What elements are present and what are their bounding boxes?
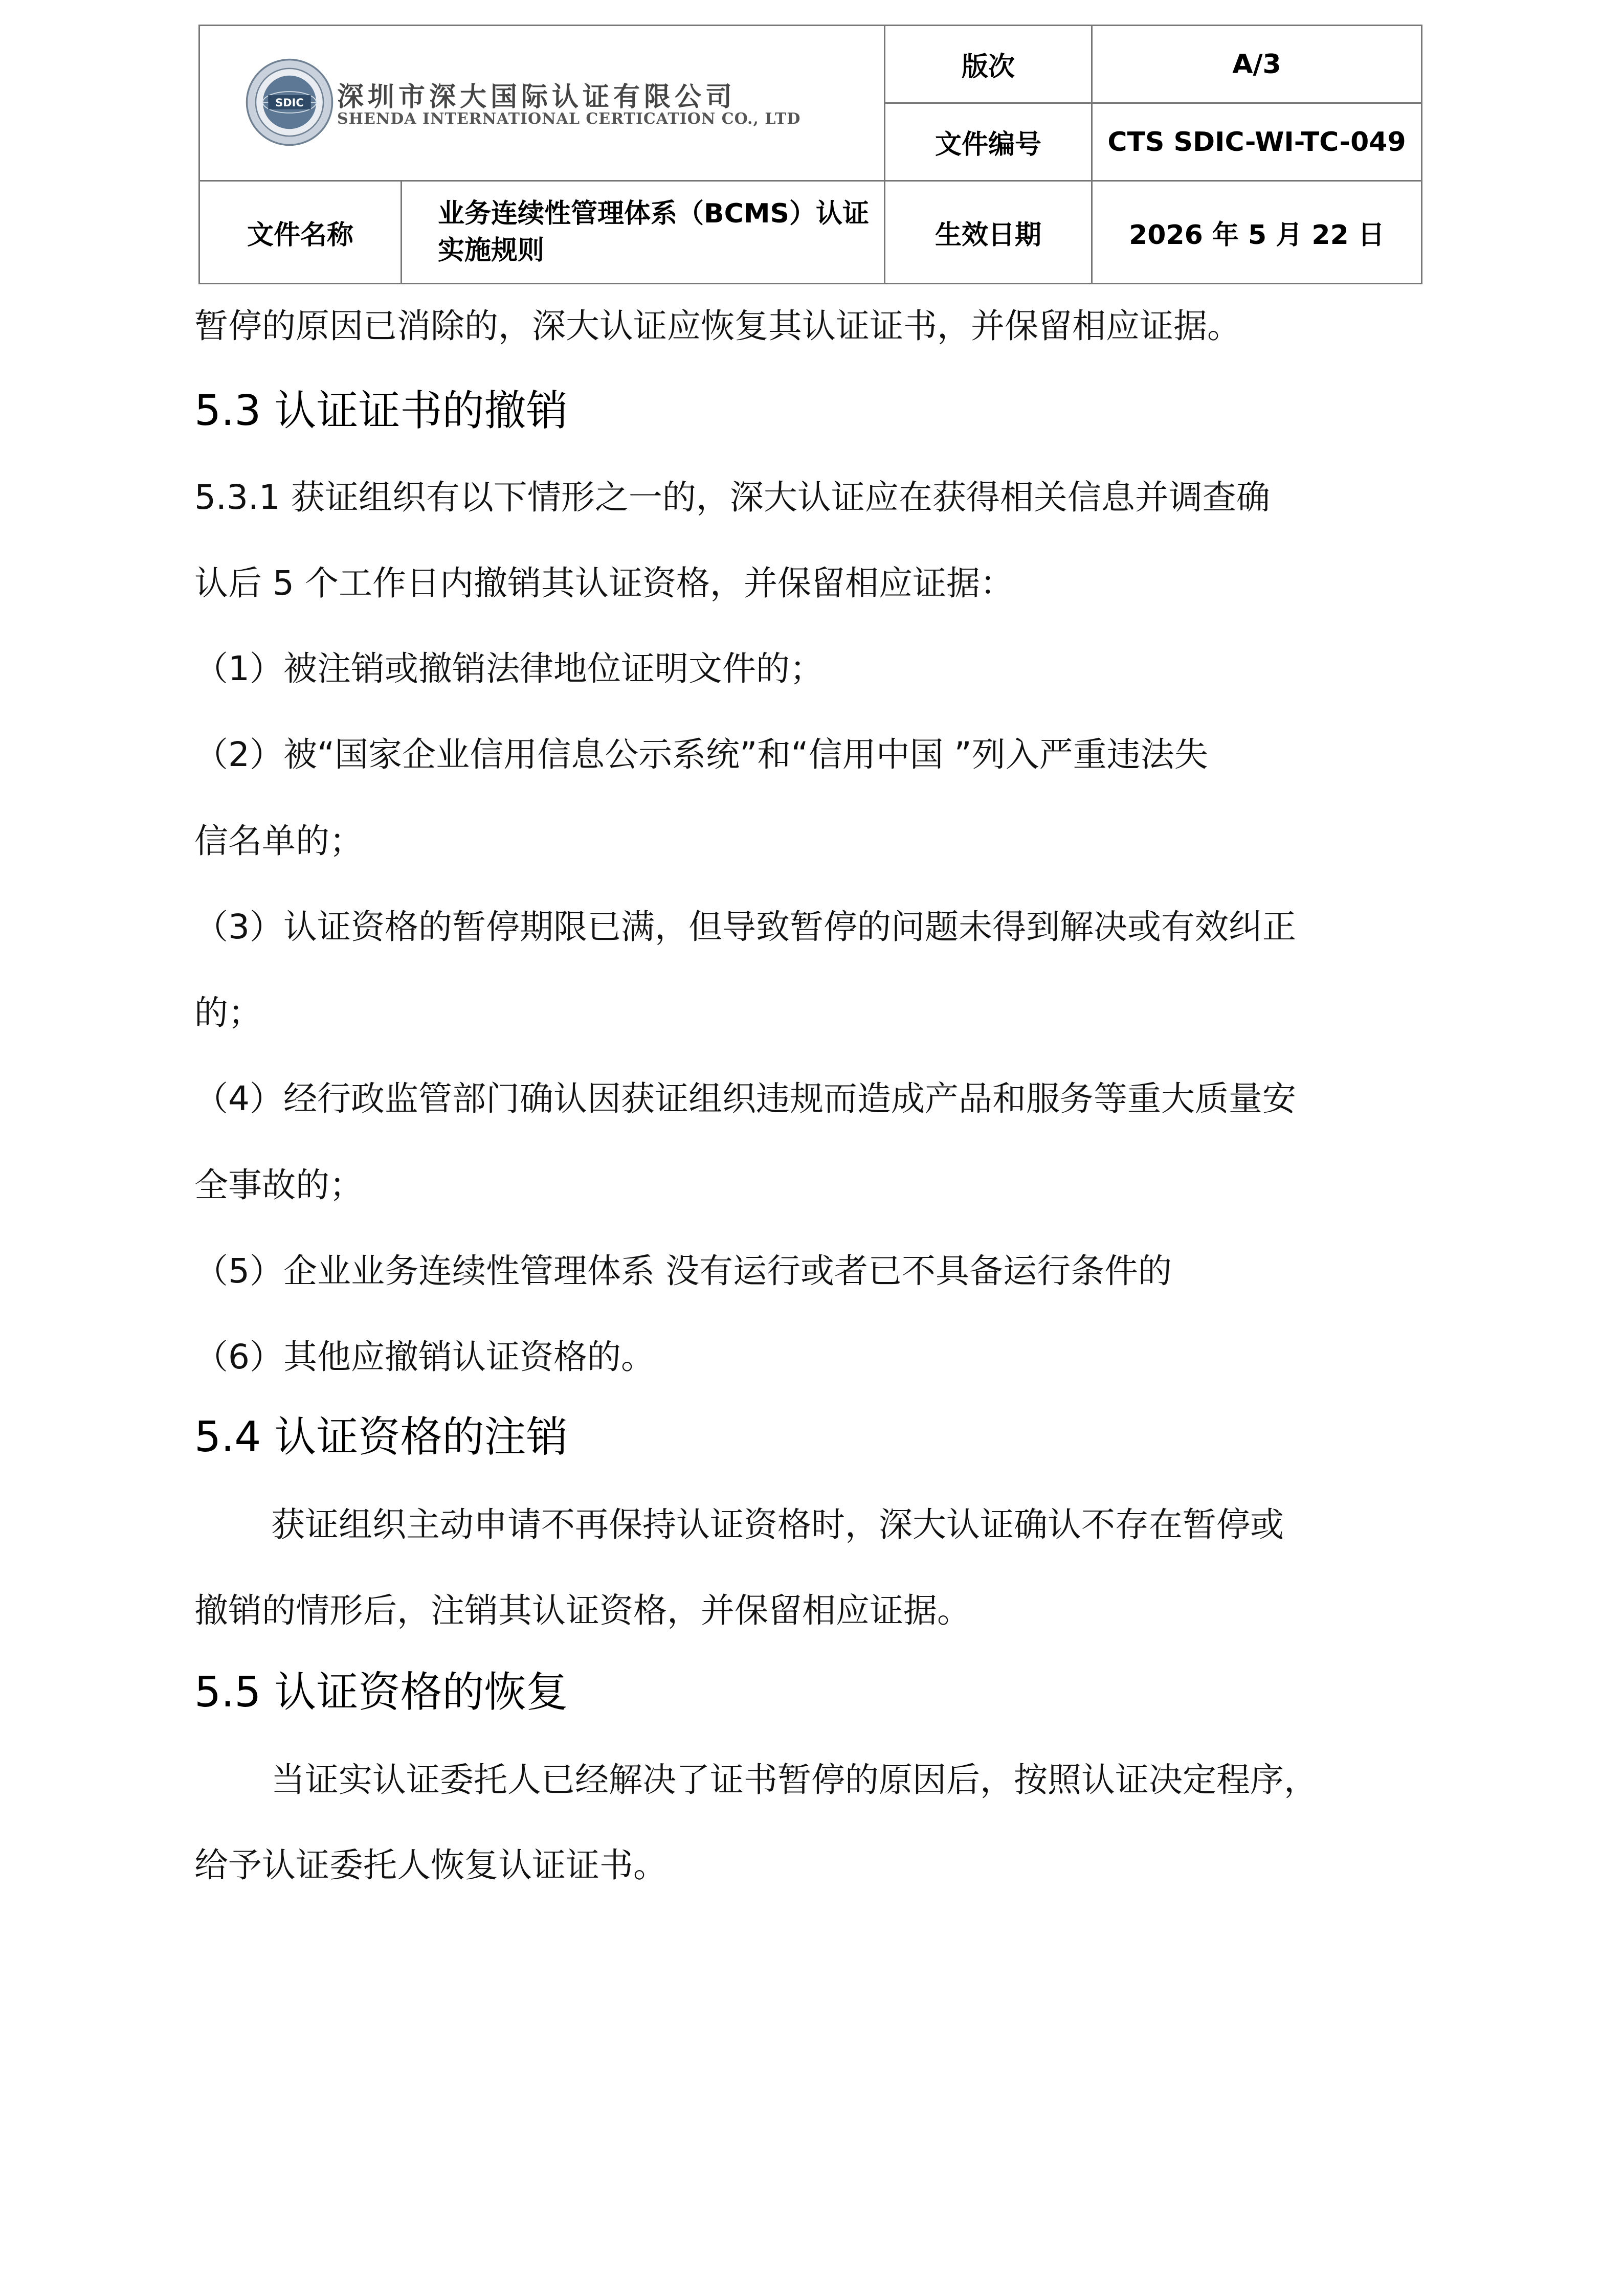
document-header-table	[198, 25, 1422, 284]
company-logo-cell	[199, 26, 885, 181]
version-value: A/3	[1092, 26, 1422, 103]
paragraph-5-3-1-line-1: 5.3.1 获证组织有以下情形之一的，深大认证应在获得相关信息并调查确	[194, 478, 1270, 517]
paragraph-5-4-line-1: 获证组织主动申请不再保持认证资格时，深大认证确认不存在暂停或	[271, 1505, 1284, 1544]
version-label: 版次	[885, 26, 1092, 103]
file-name-label: 文件名称	[199, 181, 402, 284]
effective-date-value: 2026 年 5 月 22 日	[1092, 181, 1422, 284]
list-item-2-line-2: 信名单的；	[194, 821, 363, 861]
section-heading-5-4: 5.4 认证资格的注销	[194, 1413, 568, 1461]
section-heading-5-3: 5.3 认证证书的撤销	[194, 387, 568, 435]
paragraph-5-5-line-2: 给予认证委托人恢复认证证书。	[194, 1845, 667, 1885]
file-number-value: CTS SDIC-WI-TC-049	[1092, 103, 1422, 181]
section-heading-5-5: 5.5 认证资格的恢复	[194, 1668, 568, 1717]
list-item-4-line-1: （4）经行政监管部门确认因获证组织违规而造成产品和服务等重大质量安	[194, 1079, 1296, 1118]
list-item-1: （1）被注销或撤销法律地位证明文件的；	[194, 649, 824, 688]
paragraph-5-4-line-2: 撤销的情形后，注销其认证资格，并保留相应证据。	[194, 1591, 971, 1630]
company-name-en: SHENDA INTERNATIONAL CERTICATION CO., LTD	[337, 110, 801, 128]
list-item-2-line-1: （2）被“国家企业信用信息公示系统”和“信用中国 ”列入严重违法失	[194, 735, 1208, 774]
list-item-4-line-2: 全事故的；	[194, 1165, 363, 1205]
effective-date-label: 生效日期	[885, 181, 1092, 284]
list-item-5: （5）企业业务连续性管理体系 没有运行或者已不具备运行条件的	[194, 1251, 1172, 1291]
company-name-cn: 深圳市深大国际认证有限公司	[337, 81, 737, 112]
paragraph-suspension-restore: 暂停的原因已消除的，深大认证应恢复其认证证书，并保留相应证据。	[194, 306, 1241, 346]
file-name-value: 业务连续性管理体系（BCMS）认证实施规则	[402, 181, 885, 284]
svg-text:SDIC: SDIC	[275, 96, 304, 109]
list-item-3-line-2: 的；	[194, 993, 262, 1032]
list-item-6: （6）其他应撤销认证资格的。	[194, 1337, 655, 1377]
paragraph-5-5-line-1: 当证实认证委托人已经解决了证书暂停的原因后，按照认证决定程序，	[271, 1760, 1318, 1799]
company-logo-icon	[245, 58, 334, 147]
paragraph-5-3-1-line-2: 认后 5 个工作日内撤销其认证资格，并保留相应证据：	[194, 564, 1014, 603]
file-number-label: 文件编号	[885, 103, 1092, 181]
list-item-3-line-1: （3）认证资格的暂停期限已满，但导致暂停的问题未得到解决或有效纠正	[194, 907, 1296, 947]
